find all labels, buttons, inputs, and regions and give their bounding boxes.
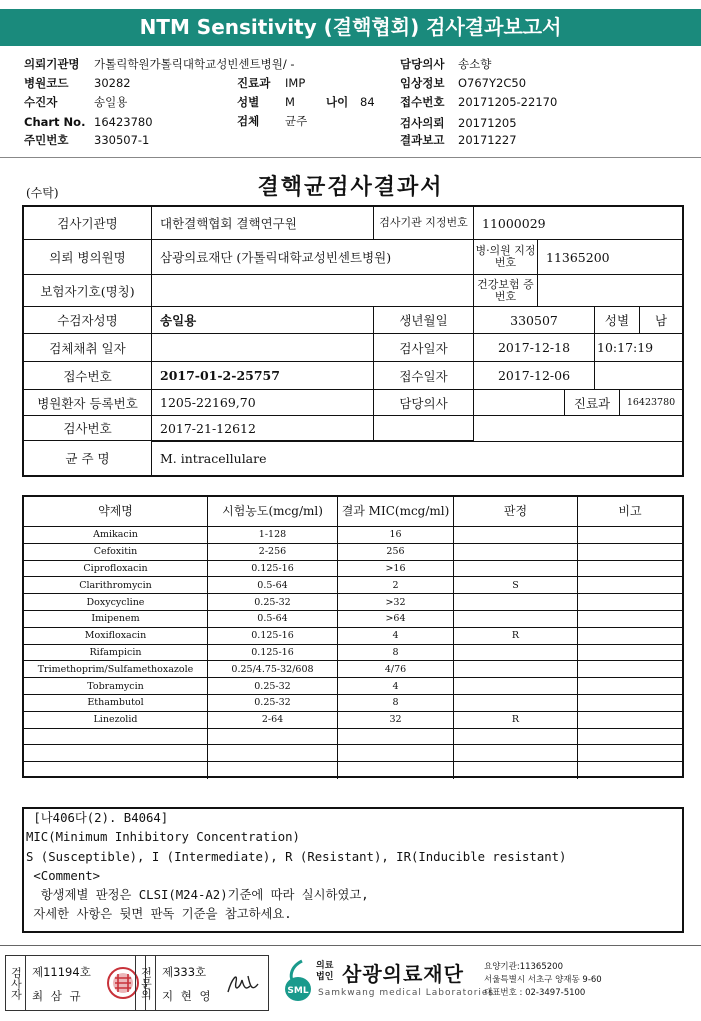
drug-cell-judge — [454, 645, 578, 662]
drug-cell-mic: >64 — [338, 611, 454, 628]
header-field-label: 임상정보 — [400, 76, 445, 90]
drug-cell-note — [578, 594, 682, 611]
header-field — [24, 115, 153, 129]
drug-cell-mic: 4 — [338, 628, 454, 645]
header-field — [400, 75, 526, 91]
comment-line: 자세한 사항은 뒷면 판독 기준을 참고하세요. — [26, 907, 292, 922]
test-time-value: 10:17:19 — [595, 334, 682, 362]
drug-cell-judge — [454, 695, 578, 712]
drug-cell-range: 0.5-64 — [208, 577, 338, 594]
drug-cell-judge — [454, 745, 578, 762]
sex-value: 남 — [640, 307, 682, 334]
inst-no-value: 11000029 — [474, 207, 682, 240]
drug-cell-judge — [454, 527, 578, 544]
drug-cell-note — [578, 611, 682, 628]
drug-cell-mic — [338, 745, 454, 762]
patient-label: 수검자성명 — [24, 307, 152, 334]
drug-cell-drug: Clarithromycin — [24, 577, 208, 594]
drug-cell-range: 0.125-16 — [208, 645, 338, 662]
drug-cell-note — [578, 661, 682, 678]
dob-value: 330507 — [474, 307, 595, 334]
drug-cell-mic: 4 — [338, 678, 454, 695]
header-field-value: M — [285, 95, 295, 109]
drug-cell-judge — [454, 762, 578, 779]
header-field — [400, 115, 517, 131]
drug-cell-note — [578, 762, 682, 779]
header-field-label: 담당의사 — [400, 57, 445, 71]
header-field — [24, 94, 127, 110]
insured-label: 보험자기호(명칭) — [24, 275, 152, 307]
reg-label: 병원환자 등록번호 — [24, 390, 152, 416]
corp-prefix: 의료 법인 — [316, 961, 334, 982]
collect-value — [152, 334, 374, 362]
drug-cell-mic: 8 — [338, 645, 454, 662]
drug-cell-judge — [454, 561, 578, 578]
header-field-label: 의뢰기관명 — [24, 57, 80, 71]
receipt-date-label: 접수일자 — [374, 362, 474, 390]
drug-cell-drug: Amikacin — [24, 527, 208, 544]
header-field-label: 수진자 — [24, 95, 58, 109]
examiner-signature — [5, 955, 146, 1011]
reg-value: 1205-22169,70 — [152, 390, 374, 416]
comment-line: S (Susceptible), I (Intermediate), R (Resistant), IR(Inducible resistant) — [26, 849, 567, 864]
age-label: 나이 — [326, 95, 349, 109]
header-field-label: 병원코드 — [24, 76, 69, 90]
sex-label: 성별 — [595, 307, 640, 334]
drug-cell-note — [578, 628, 682, 645]
header-field — [24, 75, 131, 91]
signature-icon — [224, 968, 262, 1000]
header-field-label: 성별 — [237, 95, 260, 109]
drug-cell-drug: Linezolid — [24, 712, 208, 729]
header-field-label: 접수번호 — [400, 95, 445, 109]
drug-cell-range: 2-256 — [208, 544, 338, 561]
header-field-value: 20171205 — [458, 116, 517, 130]
comment-line: <Comment> — [26, 868, 101, 883]
drug-cell-note — [578, 527, 682, 544]
drug-cell-drug: Moxifloxacin — [24, 628, 208, 645]
doctor-label: 담당의사 — [374, 390, 474, 416]
comment-line: MIC(Minimum Inhibitory Concentration) — [26, 830, 300, 845]
age-field — [326, 94, 375, 110]
header-field-label: 검체 — [237, 114, 260, 128]
test-no-label: 검사번호 — [24, 416, 152, 441]
receipt-tag: (수탁) — [26, 186, 59, 200]
header-field — [400, 56, 491, 72]
age-value: 84 — [360, 95, 375, 109]
drug-cell-note — [578, 561, 682, 578]
header-field-label: 검사의뢰 — [400, 116, 445, 130]
drug-cell-range: 0.5-64 — [208, 611, 338, 628]
info-table — [22, 205, 684, 477]
header-field-value: 20171205-22170 — [458, 95, 558, 109]
drug-table — [22, 495, 684, 778]
species-value: M. intracellulare — [152, 441, 682, 475]
drug-cell-range: 0.25/4.75-32/608 — [208, 661, 338, 678]
header-field-label: 결과보고 — [400, 133, 445, 147]
header-field-label: 진료과 — [237, 76, 271, 90]
drug-cell-drug — [24, 762, 208, 779]
drug-cell-drug: Ciprofloxacin — [24, 561, 208, 578]
header-divider — [0, 157, 701, 158]
drug-cell-mic — [338, 729, 454, 746]
drug-cell-mic: 256 — [338, 544, 454, 561]
header-field-value: 30282 — [94, 76, 131, 90]
comment-line: 항생제별 판정은 CLSI(M24-A2)기준에 따라 실시하였고, — [26, 888, 369, 903]
header-field — [24, 56, 295, 72]
collect-label: 검체채취 일자 — [24, 334, 152, 362]
drug-cell-note — [578, 729, 682, 746]
header-field-value: 송일용 — [94, 95, 128, 109]
col-drug: 약제명 — [24, 497, 208, 527]
header-field — [237, 94, 295, 110]
col-judge: 판정 — [454, 497, 578, 527]
drug-cell-mic: 4/76 — [338, 661, 454, 678]
inst-no-label: 검사기관 지정번호 — [374, 207, 474, 240]
corp-address-line: 요양기관:11365200 — [484, 962, 563, 972]
drug-cell-judge — [454, 544, 578, 561]
drug-cell-drug: Imipenem — [24, 611, 208, 628]
drug-cell-judge — [454, 611, 578, 628]
drug-cell-range: 2-64 — [208, 712, 338, 729]
drug-cell-note — [578, 577, 682, 594]
drug-cell-mic: 16 — [338, 527, 454, 544]
examiner-label: 검사자 — [6, 956, 26, 1010]
drug-cell-mic — [338, 762, 454, 779]
drug-cell-note — [578, 678, 682, 695]
receipt-date-value: 2017-12-06 — [474, 362, 595, 390]
drug-cell-judge — [454, 678, 578, 695]
corp-address-line: 서울특별시 서초구 양재동 9-60 — [484, 975, 602, 985]
drug-cell-range: 0.125-16 — [208, 628, 338, 645]
corp-english-name: Samkwang medical Laboratories — [318, 988, 495, 998]
comment-line: [나406다(2). B4064] — [26, 811, 169, 825]
drug-cell-range — [208, 745, 338, 762]
header-field — [237, 75, 305, 91]
drug-cell-drug: Cefoxitin — [24, 544, 208, 561]
drug-cell-note — [578, 712, 682, 729]
corp-name: 삼광의료재단 — [342, 962, 464, 986]
header-field-value: 20171227 — [458, 133, 517, 147]
receipt-label: 접수번호 — [24, 362, 152, 390]
health-no-label: 건강보험 증번호 — [474, 275, 538, 307]
col-mic: 결과 MIC(mcg/ml) — [338, 497, 454, 527]
drug-cell-mic: >32 — [338, 594, 454, 611]
drug-cell-drug: Ethambutol — [24, 695, 208, 712]
test-no-empty — [374, 416, 474, 441]
drug-cell-note — [578, 745, 682, 762]
col-range: 시험농도(mcg/ml) — [208, 497, 338, 527]
inst-label: 검사기관명 — [24, 207, 152, 240]
drug-cell-mic: 2 — [338, 577, 454, 594]
header-field-value: 16423780 — [94, 115, 153, 129]
corp-address-line: 대표번호 : 02-3497-5100 — [484, 988, 586, 998]
drug-cell-range: 1-128 — [208, 527, 338, 544]
hosp-value: 삼광의료재단 (가톨릭대학교성빈센트병원) — [152, 240, 474, 275]
lab-logo-block — [284, 955, 701, 1011]
footer-divider — [0, 945, 701, 946]
inst-value: 대한결핵협회 결핵연구원 — [152, 207, 374, 240]
drug-cell-mic: 8 — [338, 695, 454, 712]
header-field-label: Chart No. — [24, 115, 86, 129]
col-note: 비고 — [578, 497, 682, 527]
drug-cell-judge — [454, 594, 578, 611]
hosp-no-label: 병·의원 지정번호 — [474, 240, 538, 275]
report-banner-title: NTM Sensitivity (결핵협회) 검사결과보고서 — [0, 9, 701, 46]
health-no-value — [538, 275, 682, 307]
test-no-blank — [474, 416, 682, 441]
header-field-value: 송소향 — [458, 57, 492, 71]
drug-cell-note — [578, 645, 682, 662]
dob-label: 생년월일 — [374, 307, 474, 334]
header-field-value: IMP — [285, 76, 306, 90]
specialist-label: 전문의 — [136, 956, 156, 1010]
drug-cell-range — [208, 729, 338, 746]
drug-cell-drug: Tobramycin — [24, 678, 208, 695]
doctor-value — [474, 390, 565, 416]
species-label: 균 주 명 — [24, 441, 152, 475]
lab-logo-icon — [284, 959, 318, 1003]
drug-cell-judge: S — [454, 577, 578, 594]
test-no-value: 2017-21-12612 — [152, 416, 374, 441]
insured-value — [152, 275, 474, 307]
drug-cell-mic: 32 — [338, 712, 454, 729]
drug-cell-judge: R — [454, 628, 578, 645]
drug-cell-range — [208, 762, 338, 779]
test-date-value: 2017-12-18 — [474, 334, 595, 362]
drug-cell-drug: Doxycycline — [24, 594, 208, 611]
drug-cell-drug: Trimethoprim/Sulfamethoxazole — [24, 661, 208, 678]
examiner-license: 제11194호 — [32, 965, 91, 979]
drug-cell-judge — [454, 661, 578, 678]
test-date-label: 검사일자 — [374, 334, 474, 362]
drug-cell-range: 0.25-32 — [208, 594, 338, 611]
dept-label: 진료과 — [565, 390, 620, 416]
hosp-label: 의뢰 병의원명 — [24, 240, 152, 275]
drug-cell-range: 0.125-16 — [208, 561, 338, 578]
dept-value: 16423780 — [620, 390, 682, 416]
header-field-value: O767Y2C50 — [458, 76, 527, 90]
header-field — [400, 132, 517, 148]
drug-cell-drug — [24, 745, 208, 762]
specialist-signature — [135, 955, 269, 1011]
drug-cell-range: 0.25-32 — [208, 678, 338, 695]
corp-address — [484, 961, 602, 1000]
header-field-value: 균주 — [285, 114, 308, 128]
drug-cell-judge: R — [454, 712, 578, 729]
drug-cell-note — [578, 695, 682, 712]
drug-cell-drug: Rifampicin — [24, 645, 208, 662]
receipt-value: 2017-01-2-25757 — [152, 362, 374, 390]
patient-value: 송일용 — [152, 307, 374, 334]
drug-cell-range: 0.25-32 — [208, 695, 338, 712]
header-field — [400, 94, 557, 110]
logo-text: SML — [287, 986, 309, 996]
specialist-name: 지 현 영 — [162, 989, 213, 1003]
header-field — [237, 113, 307, 129]
hosp-no-value: 11365200 — [538, 240, 682, 275]
examiner-name: 최 삼 규 — [32, 989, 83, 1003]
document-title: 결핵균검사결과서 — [257, 174, 444, 200]
header-field — [24, 132, 149, 148]
specialist-license: 제333호 — [162, 965, 207, 979]
comment-box — [22, 807, 684, 933]
drug-cell-note — [578, 544, 682, 561]
drug-cell-mic: >16 — [338, 561, 454, 578]
drug-cell-judge — [454, 729, 578, 746]
header-field-value: 330507-1 — [94, 133, 150, 147]
header-field-label: 주민번호 — [24, 133, 69, 147]
receipt-date-empty — [595, 362, 682, 390]
header-field-value: 가톨릭학원가톨릭대학교성빈센트병원/ - — [94, 57, 295, 71]
drug-cell-drug — [24, 729, 208, 746]
